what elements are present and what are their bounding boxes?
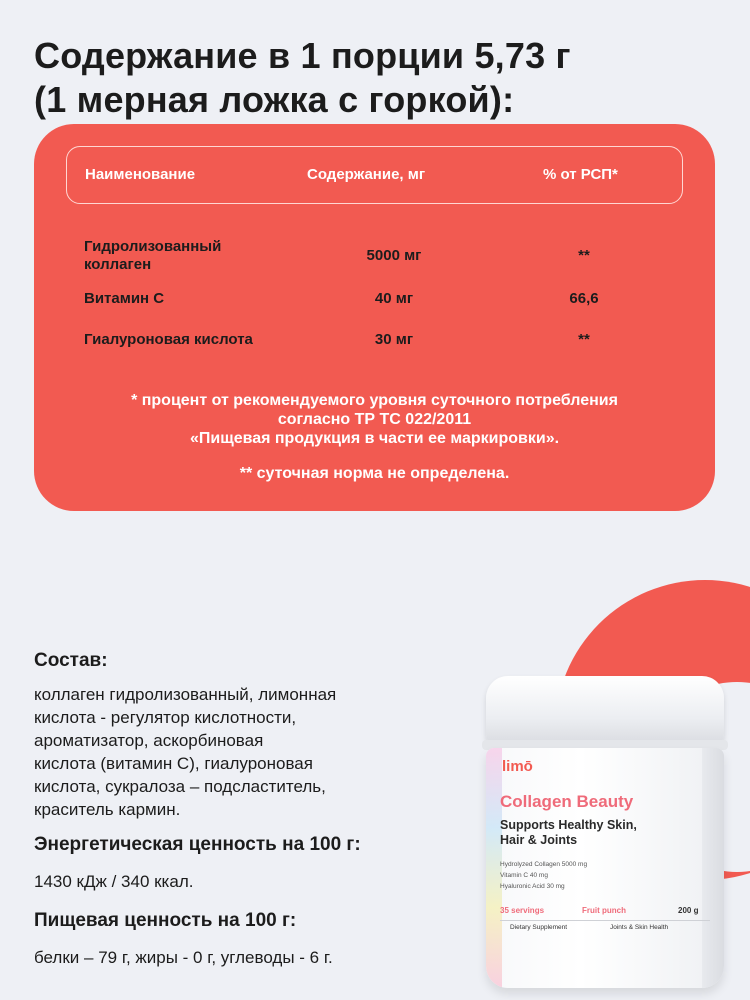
composition-line: краситель кармин. [34, 800, 181, 819]
composition-line: ароматизатор, аскорбиновая [34, 731, 264, 750]
composition-line: кислота - регулятор кислотности, [34, 708, 297, 727]
jar-weight: 200 g [678, 906, 699, 915]
product-jar-image [482, 676, 728, 988]
page-title [34, 34, 724, 122]
header-percent: % от РСП* [543, 166, 618, 183]
energy-heading: Энергетическая ценность на 100 г: [34, 834, 361, 855]
footnote-line-1: * процент от рекомендуемого уровня суточного потребления [131, 392, 618, 409]
composition-text [34, 683, 336, 821]
row-name-line-1: Гидролизованный [84, 238, 222, 255]
nutrition-heading: Пищевая ценность на 100 г: [34, 910, 297, 931]
row-name-line-2: коллаген [84, 256, 152, 273]
row-amount: 40 мг [374, 290, 414, 307]
table-header [66, 146, 683, 204]
nutrition-value: белки – 79 г, жиры - 0 г, углеводы - 6 г. [34, 948, 333, 967]
jar-lid [486, 676, 724, 746]
footnote-line-3: «Пищевая продукция в части ее маркировки». [189, 430, 560, 447]
brand-logo: limō [502, 758, 533, 775]
jar-servings: 35 servings [500, 906, 545, 915]
jar-side-band [702, 748, 724, 988]
jar-ingredient: Hydrolyzed Collagen 5000 mg [500, 861, 588, 868]
product-name: Collagen Beauty [500, 792, 634, 811]
footnote-line-4: ** суточная норма не определена. [239, 465, 510, 482]
composition-line: кислота, сукралоза – подсластитель, [34, 777, 326, 796]
row-name: Витамин С [84, 290, 165, 307]
header-name: Наименование [85, 166, 196, 183]
jar-ingredient: Hyaluronic Acid 30 mg [500, 883, 565, 890]
composition-line: коллаген гидролизованный, лимонная [34, 685, 337, 704]
product-subtitle [500, 818, 700, 848]
jar-footer-left: Dietary Supplement [510, 924, 568, 931]
row-percent: 66,6 [569, 290, 599, 307]
row-amount: 5000 мг [366, 247, 422, 264]
jar-flavor: Fruit punch [582, 906, 626, 915]
composition-line: кислота (витамин С), гиалуроновая [34, 754, 313, 773]
holographic-strip [486, 748, 502, 988]
energy-value: 1430 кДж / 340 ккал. [34, 872, 194, 891]
product-subtitle-line-1: Supports Healthy Skin, [500, 818, 637, 832]
nutrition-panel [34, 124, 715, 511]
row-percent: ** [578, 247, 590, 264]
composition-heading: Состав: [34, 650, 108, 671]
header-amount: Содержание, мг [307, 166, 426, 183]
row-name: Гиалуроновая кислота [84, 331, 253, 348]
row-amount: 30 мг [374, 331, 414, 348]
row-percent: ** [578, 331, 590, 348]
title-line-2: (1 мерная ложка с горкой): [34, 79, 515, 120]
jar-footer-right: Joints & Skin Health [610, 924, 669, 931]
title-line-1: Содержание в 1 порции 5,73 г [34, 35, 571, 76]
product-subtitle-line-2: Hair & Joints [500, 833, 578, 847]
jar-ingredient: Vitamin C 40 mg [500, 872, 548, 879]
footnote-line-2: согласно ТР ТС 022/2011 [277, 411, 472, 428]
row-name [84, 238, 284, 274]
jar-divider [500, 920, 710, 921]
jar-label [486, 748, 724, 988]
